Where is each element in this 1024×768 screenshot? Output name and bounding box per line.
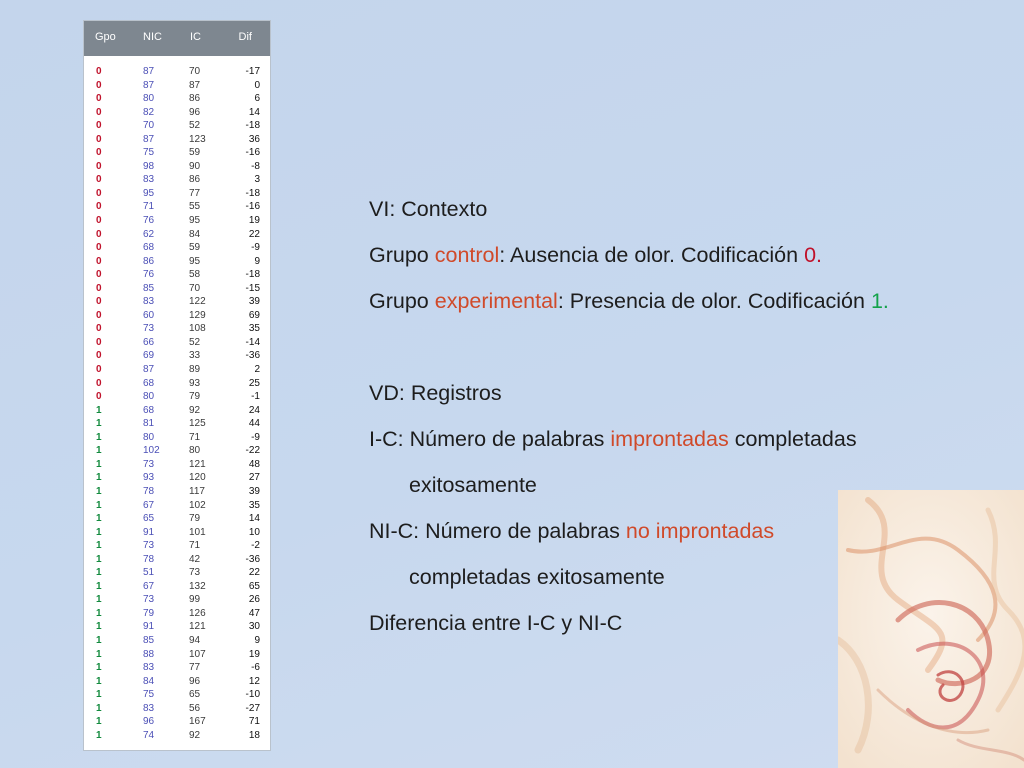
cell-dif: 19 [248,215,260,227]
table-row [84,688,270,702]
cell-nic: 62 [143,228,155,240]
table-row [84,715,270,729]
cell-gpo: 0 [96,79,102,91]
cell-ic: 102 [189,499,206,511]
cell-dif: -8 [251,160,260,172]
cell-dif: 26 [248,594,260,606]
cell-gpo: 0 [96,160,102,172]
cell-gpo: 0 [96,350,102,362]
cell-nic: 98 [143,160,155,172]
cell-nic: 96 [143,716,155,728]
cell-gpo: 1 [96,607,102,619]
experimental-middle: : Presencia de olor. Codificación [557,289,871,313]
cell-gpo: 1 [96,431,102,443]
cell-gpo: 1 [96,729,102,741]
cell-ic: 89 [189,364,201,376]
control-highlight: control [434,243,500,267]
experimental-code: 1 [870,289,883,313]
control-middle: : Ausencia de olor. Codificación [499,243,805,267]
cell-gpo: 1 [96,675,102,687]
cell-nic: 75 [143,689,155,701]
cell-nic: 74 [143,729,155,741]
cell-dif: -18 [245,269,260,281]
cell-gpo: 0 [96,215,102,227]
cell-ic: 129 [189,309,206,321]
table-row [84,607,270,621]
cell-dif: 19 [248,648,260,660]
cell-ic: 73 [189,567,201,579]
cell-ic: 95 [189,255,201,267]
table-row [84,444,270,458]
table-row [84,336,270,350]
table-row [84,268,270,282]
table-row [84,471,270,485]
table-row [84,593,270,607]
cell-gpo: 0 [96,269,102,281]
cell-dif: -9 [251,431,260,443]
cell-gpo: 0 [96,66,102,77]
table-row [84,702,270,716]
cell-nic: 78 [143,485,155,497]
cell-ic: 95 [189,215,201,227]
cell-ic: 101 [189,526,206,538]
cell-dif: 10 [248,526,260,538]
table-row [84,404,270,418]
header-ic: IC [190,31,201,43]
cell-nic: 78 [143,553,155,565]
table-row [84,539,270,553]
table-row [84,363,270,377]
table-row [84,241,270,255]
cell-nic: 68 [143,377,155,389]
table-row [84,146,270,160]
cell-dif: 6 [254,93,260,105]
nic-prefix: NI-C: Número de palabras [369,519,626,543]
cell-gpo: 0 [96,282,102,294]
cell-gpo: 1 [96,485,102,497]
cell-nic: 73 [143,594,155,606]
cell-gpo: 0 [96,323,102,335]
cell-dif: 47 [248,607,260,619]
cell-ic: 125 [189,418,206,430]
table-row [84,200,270,214]
table-row [84,458,270,472]
cell-nic: 51 [143,567,155,579]
table-row [84,390,270,404]
cell-nic: 68 [143,242,155,254]
cell-ic: 122 [189,296,206,308]
cell-dif: -36 [245,553,260,565]
cell-nic: 71 [143,201,155,213]
cell-nic: 93 [143,472,155,484]
table-row [84,661,270,675]
table-row [84,214,270,228]
cell-dif: 71 [248,716,260,728]
cell-dif: 44 [248,418,260,430]
cell-nic: 67 [143,499,155,511]
table-row [84,173,270,187]
table-row [84,255,270,269]
table-row [84,512,270,526]
vd-heading: VD: Registros [369,381,502,405]
cell-nic: 80 [143,391,155,403]
cell-nic: 83 [143,662,155,674]
table-row [84,729,270,743]
cell-ic: 92 [189,729,201,741]
cell-gpo: 1 [96,472,102,484]
cell-nic: 79 [143,607,155,619]
cell-nic: 69 [143,350,155,362]
cell-dif: -17 [245,66,260,77]
difference-line: Diferencia entre I-C y NI-C [369,611,623,635]
table-row [84,92,270,106]
cell-nic: 76 [143,269,155,281]
cell-ic: 42 [189,553,201,565]
cell-gpo: 1 [96,621,102,633]
cell-nic: 67 [143,580,155,592]
control-suffix: . [816,243,823,267]
cell-nic: 80 [143,93,155,105]
cell-nic: 65 [143,513,155,525]
ic-suffix: completadas [728,427,857,451]
table-row [84,295,270,309]
experimental-highlight: experimental [434,289,558,313]
table-row [84,675,270,689]
cell-ic: 80 [189,445,201,457]
cell-gpo: 1 [96,689,102,701]
cell-gpo: 1 [96,702,102,714]
table-row [84,160,270,174]
table-row [84,580,270,594]
cell-nic: 87 [143,79,155,91]
ic-continuation: exitosamente [409,473,537,497]
table-row [84,417,270,431]
smoke-illustration-icon [838,490,1024,768]
cell-nic: 91 [143,526,155,538]
cell-gpo: 1 [96,580,102,592]
cell-ic: 86 [189,174,201,186]
cell-gpo: 0 [96,133,102,145]
table-row [84,431,270,445]
vi-heading: VI: Contexto [369,197,488,221]
cell-gpo: 1 [96,445,102,457]
smoke-svg [838,490,1024,768]
cell-nic: 81 [143,418,155,430]
data-table [83,20,271,751]
cell-dif: 35 [248,499,260,511]
cell-dif: 12 [248,675,260,687]
cell-ic: 121 [189,458,206,470]
cell-nic: 75 [143,147,155,159]
cell-gpo: 1 [96,458,102,470]
cell-gpo: 0 [96,187,102,199]
cell-ic: 65 [189,689,201,701]
control-prefix: Grupo [369,243,435,267]
control-code: 0 [804,243,817,267]
cell-ic: 123 [189,133,206,145]
cell-nic: 95 [143,187,155,199]
cell-ic: 52 [189,336,201,348]
cell-gpo: 0 [96,201,102,213]
cell-dif: 18 [248,729,260,741]
cell-ic: 59 [189,242,201,254]
cell-dif: 69 [248,309,260,321]
cell-nic: 70 [143,120,155,132]
cell-dif: 65 [248,580,260,592]
cell-dif: -27 [245,702,260,714]
table-row [84,499,270,513]
cell-dif: 30 [248,621,260,633]
cell-nic: 80 [143,431,155,443]
cell-ic: 90 [189,160,201,172]
cell-ic: 107 [189,648,206,660]
cell-ic: 86 [189,93,201,105]
cell-dif: -36 [245,350,260,362]
header-nic: NIC [143,31,162,43]
cell-dif: -1 [251,391,260,403]
cell-dif: 22 [248,228,260,240]
cell-ic: 108 [189,323,206,335]
cell-dif: 3 [254,174,260,186]
cell-ic: 84 [189,228,201,240]
cell-ic: 59 [189,147,201,159]
cell-dif: 22 [248,567,260,579]
cell-dif: 25 [248,377,260,389]
table-row [84,526,270,540]
cell-gpo: 1 [96,553,102,565]
table-row [84,187,270,201]
cell-gpo: 0 [96,336,102,348]
table-row [84,79,270,93]
control-group-line [369,232,1009,278]
cell-gpo: 0 [96,147,102,159]
table-row [84,485,270,499]
cell-gpo: 1 [96,404,102,416]
cell-gpo: 1 [96,499,102,511]
cell-ic: 52 [189,120,201,132]
cell-gpo: 0 [96,106,102,118]
ic-highlight: improntadas [610,427,729,451]
cell-nic: 68 [143,404,155,416]
cell-gpo: 0 [96,174,102,186]
table-body [84,65,270,742]
cell-nic: 73 [143,458,155,470]
cell-gpo: 0 [96,255,102,267]
cell-nic: 86 [143,255,155,267]
table-row [84,377,270,391]
table-header [84,21,270,56]
table-row [84,65,270,79]
cell-nic: 66 [143,336,155,348]
table-row [84,282,270,296]
cell-ic: 93 [189,377,201,389]
cell-ic: 33 [189,350,201,362]
cell-ic: 77 [189,187,201,199]
cell-gpo: 0 [96,309,102,321]
cell-ic: 70 [189,66,201,77]
cell-dif: -6 [251,662,260,674]
cell-dif: 36 [248,133,260,145]
cell-dif: -14 [245,336,260,348]
cell-dif: 48 [248,458,260,470]
ic-prefix: I-C: Número de palabras [369,427,611,451]
table-row [84,133,270,147]
experimental-prefix: Grupo [369,289,435,313]
cell-ic: 117 [189,485,205,497]
cell-ic: 71 [189,540,201,552]
cell-ic: 92 [189,404,201,416]
cell-nic: 83 [143,174,155,186]
table-row [84,648,270,662]
header-gpo: Gpo [95,31,116,43]
cell-ic: 56 [189,702,201,714]
table-row [84,106,270,120]
cell-ic: 79 [189,513,201,525]
experimental-group-line [369,278,1009,324]
cell-gpo: 1 [96,662,102,674]
cell-nic: 83 [143,296,155,308]
cell-dif: 39 [248,296,260,308]
cell-gpo: 0 [96,377,102,389]
cell-gpo: 1 [96,648,102,660]
cell-ic: 58 [189,269,201,281]
cell-dif: 24 [248,404,260,416]
cell-gpo: 1 [96,716,102,728]
table-row [84,634,270,648]
cell-ic: 71 [189,431,201,443]
cell-dif: -16 [245,201,260,213]
cell-nic: 87 [143,364,155,376]
cell-nic: 76 [143,215,155,227]
cell-ic: 77 [189,662,201,674]
cell-gpo: 0 [96,391,102,403]
cell-dif: -15 [245,282,260,294]
cell-dif: 9 [254,634,260,646]
cell-ic: 94 [189,634,201,646]
cell-ic: 99 [189,594,201,606]
cell-gpo: 0 [96,228,102,240]
table-row [84,349,270,363]
cell-gpo: 0 [96,93,102,105]
cell-gpo: 1 [96,540,102,552]
cell-nic: 88 [143,648,155,660]
cell-ic: 87 [189,79,201,91]
experimental-suffix: . [882,289,889,313]
cell-ic: 132 [189,580,206,592]
cell-dif: 2 [254,364,260,376]
cell-gpo: 0 [96,120,102,132]
cell-dif: 39 [248,485,260,497]
table-row [84,119,270,133]
cell-ic: 55 [189,201,201,213]
cell-dif: -18 [245,120,260,132]
cell-nic: 87 [143,66,155,77]
table-row [84,553,270,567]
ic-line [369,416,1009,462]
table-row [84,322,270,336]
cell-dif: -18 [245,187,260,199]
cell-gpo: 1 [96,513,102,525]
cell-nic: 102 [143,445,160,457]
cell-ic: 96 [189,675,201,687]
cell-ic: 126 [189,607,206,619]
cell-nic: 87 [143,133,155,145]
cell-nic: 85 [143,282,155,294]
table-row [84,566,270,580]
cell-ic: 96 [189,106,201,118]
cell-gpo: 1 [96,634,102,646]
cell-gpo: 1 [96,594,102,606]
cell-gpo: 1 [96,418,102,430]
cell-dif: -2 [251,540,260,552]
cell-dif: 9 [254,255,260,267]
spacer [369,324,1009,370]
cell-dif: -22 [245,445,260,457]
cell-ic: 70 [189,282,201,294]
cell-nic: 60 [143,309,155,321]
cell-nic: 91 [143,621,155,633]
cell-nic: 83 [143,702,155,714]
nic-continuation: completadas exitosamente [409,565,665,589]
cell-dif: -16 [245,147,260,159]
cell-ic: 120 [189,472,206,484]
cell-ic: 121 [189,621,206,633]
cell-dif: 35 [248,323,260,335]
table-row [84,309,270,323]
cell-dif: -10 [245,689,260,701]
cell-nic: 85 [143,634,155,646]
cell-nic: 73 [143,540,155,552]
cell-dif: -9 [251,242,260,254]
table-row [84,228,270,242]
cell-gpo: 0 [96,364,102,376]
cell-nic: 73 [143,323,155,335]
cell-nic: 82 [143,106,155,118]
cell-dif: 14 [248,106,260,118]
cell-ic: 79 [189,391,201,403]
table-row [84,620,270,634]
cell-gpo: 0 [96,296,102,308]
cell-gpo: 0 [96,242,102,254]
cell-gpo: 1 [96,526,102,538]
nic-highlight: no improntadas [625,519,775,543]
cell-dif: 0 [254,79,260,91]
cell-gpo: 1 [96,567,102,579]
cell-nic: 84 [143,675,155,687]
header-dif: Dif [238,31,252,43]
cell-dif: 14 [248,513,260,525]
cell-ic: 167 [189,716,206,728]
cell-dif: 27 [248,472,260,484]
